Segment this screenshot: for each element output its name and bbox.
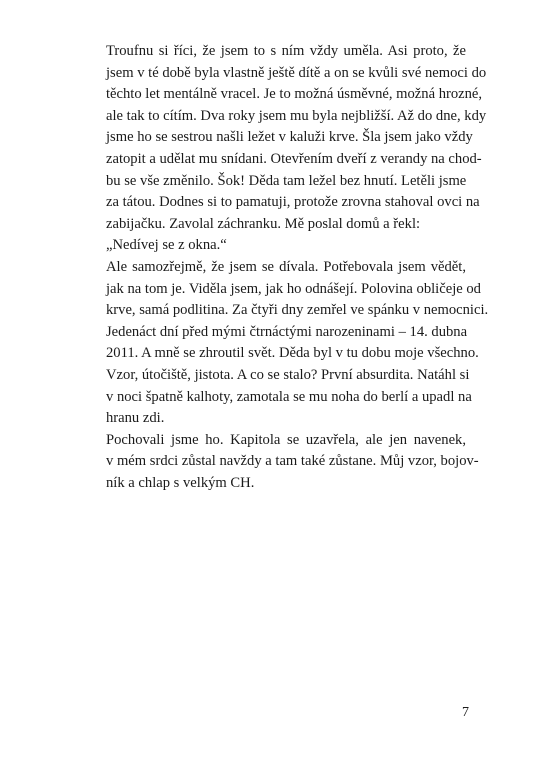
body-text xyxy=(88,41,489,494)
text-line: těchto let mentálně vracel. Je to možná úsměvné, možná hrozné, xyxy=(106,86,483,103)
text-line: „Nedívej se z okna.“ xyxy=(106,237,227,254)
text-line: Troufnu si říci, že jsem to s ním vždy uměla. Asi proto, že xyxy=(106,43,466,59)
text-line: bu se vše změnilo. Šok! Děda tam ležel bez hnutí. Letěli jsme xyxy=(106,172,467,189)
text-line: Vzor, útočiště, jistota. A co se stalo? První absurdita. Natáhl si xyxy=(106,366,470,383)
text-line: ale tak to cítím. Dva roky jsem mu byla nejbližší. Až do dne, kdy xyxy=(106,107,487,124)
text-line: Pochovali jsme ho. Kapitola se uzavřela, ale jen navenek, xyxy=(106,431,466,448)
paragraph-1 xyxy=(88,41,487,235)
text-line: zabijačku. Zavolal záchranku. Mě poslal domů a řekl: xyxy=(106,215,421,232)
text-line: Jedenáct dní před mými čtrnáctými narozeninami – 14. dubna xyxy=(106,323,468,340)
text-line: 2011. A mně se zhroutil svět. Děda byl v tu dobu moje všechno. xyxy=(106,345,479,362)
text-line: jak na tom je. Viděla jsem, jak ho odnášejí. Polovina obličeje od xyxy=(106,280,481,297)
text-line: jsem v té době byla vlastně ještě dítě a on se kvůli své nemoci do xyxy=(106,64,487,81)
text-line: Ale samozřejmě, že jsem se dívala. Potřebovala jsem vědět, xyxy=(106,258,466,275)
page-number: 7 xyxy=(462,705,469,720)
text-line: v noci špatně kalhoty, zamotala se mu noha do berlí a upadl na xyxy=(106,388,472,405)
text-line: hranu zdi. xyxy=(106,410,165,427)
paragraph-4 xyxy=(88,430,479,495)
paragraph-3 xyxy=(88,257,489,430)
text-line: za tátou. Dodnes si to pamatuji, protože zrovna stahoval ovci na xyxy=(106,194,480,211)
text-line: ník a chlap s velkým CH. xyxy=(106,474,255,491)
text-line: zatopit a udělat mu snídani. Otevřením dveří z verandy na chod- xyxy=(106,150,482,167)
paragraph-2-quote xyxy=(88,235,466,257)
text-line: v mém srdci zůstal navždy a tam také zůstane. Můj vzor, bojov- xyxy=(106,453,479,470)
text-line: krve, samá podlitina. Za čtyři dny zemřel ve spánku v nemocnici. xyxy=(106,302,489,319)
text-line: jsme ho se sestrou našli ležet v kaluži krve. Šla jsem jako vždy xyxy=(106,129,473,146)
